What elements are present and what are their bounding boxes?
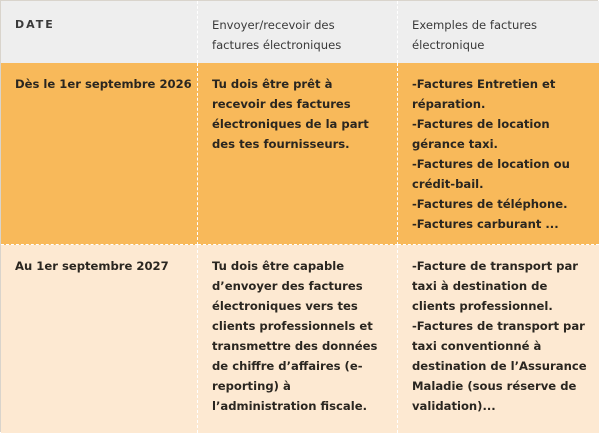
example-line: validation)... xyxy=(412,399,496,413)
row-date-text: Dès le 1er septembre 2026 xyxy=(15,77,192,91)
example-line: -Factures de téléphone. xyxy=(412,197,568,211)
example-line: -Factures de location ou xyxy=(412,157,570,171)
action-line: d’envoyer des factures xyxy=(212,279,363,293)
header-examples xyxy=(398,1,599,63)
example-line: taxi conventionné à xyxy=(412,339,542,353)
row-date-text: Au 1er septembre 2027 xyxy=(15,259,169,273)
example-line: réparation. xyxy=(412,97,486,111)
example-line: Maladie (sous réserve de xyxy=(412,379,577,393)
example-line: taxi à destination de xyxy=(412,279,548,293)
header-examples-line-2: électronique xyxy=(412,38,485,52)
header-send-receive xyxy=(198,1,398,63)
action-line: électroniques de la part xyxy=(212,117,369,131)
action-line: électroniques vers tes xyxy=(212,299,358,313)
action-line: reporting) à xyxy=(212,379,291,393)
action-line: clients professionnels et xyxy=(212,319,373,333)
action-line: de chiffre d’affaires (e- xyxy=(212,359,363,373)
header-send-receive-line-2: factures électroniques xyxy=(212,38,342,52)
example-line: -Factures de transport par xyxy=(412,319,585,333)
row-2027-action xyxy=(198,245,398,433)
action-line: transmettre des données xyxy=(212,339,378,353)
header-send-receive-line-1: Envoyer/recevoir des xyxy=(212,18,335,32)
example-line: destination de l’Assurance xyxy=(412,359,587,373)
example-line: -Factures de location xyxy=(412,117,550,131)
action-line: l’administration fiscale. xyxy=(212,399,367,413)
row-2027-examples xyxy=(398,245,599,433)
header-date xyxy=(1,1,198,63)
example-line: -Factures carburant ... xyxy=(412,217,559,231)
action-line: Tu dois être capable xyxy=(212,259,345,273)
example-line: -Factures Entretien et xyxy=(412,77,556,91)
example-line: crédit-bail. xyxy=(412,177,484,191)
action-line: recevoir des factures xyxy=(212,97,351,111)
example-line: -Facture de transport par xyxy=(412,259,578,273)
example-line: gérance taxi. xyxy=(412,137,498,151)
row-2026-examples xyxy=(398,63,599,245)
example-line: clients professionnel. xyxy=(412,299,553,313)
header-examples-line-1: Exemples de factures xyxy=(412,18,538,32)
row-2026-date xyxy=(1,63,198,245)
action-line: des tes fournisseurs. xyxy=(212,137,350,151)
row-2027-date xyxy=(1,245,198,433)
header-date-label: DATE xyxy=(15,18,55,31)
row-2026-action xyxy=(198,63,398,245)
action-line: Tu dois être prêt à xyxy=(212,77,333,91)
